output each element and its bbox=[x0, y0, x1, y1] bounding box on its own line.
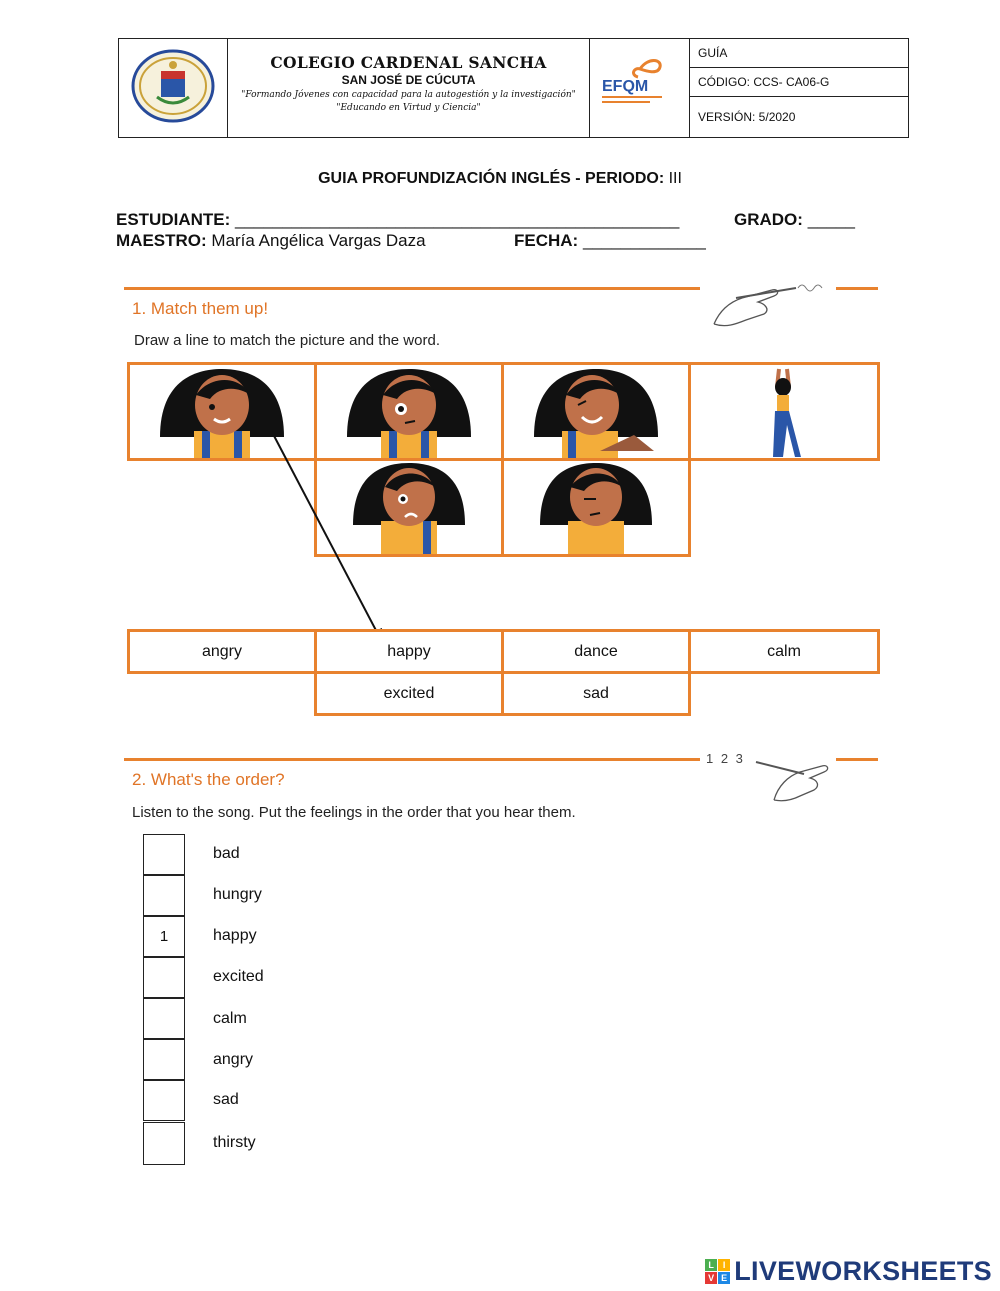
order-box-calm[interactable] bbox=[143, 998, 185, 1039]
badge-letter: E bbox=[718, 1272, 730, 1284]
grade-field[interactable]: _____ bbox=[807, 210, 855, 229]
section2-title: 2. What's the order? bbox=[132, 770, 285, 789]
order-box-thirsty[interactable] bbox=[143, 1122, 185, 1165]
school-logo-cell bbox=[119, 39, 228, 137]
student-field[interactable]: _______________________________________________ bbox=[235, 210, 680, 229]
word-dance[interactable]: dance bbox=[501, 629, 691, 674]
teacher-line bbox=[116, 231, 426, 251]
order-box-happy[interactable]: 1 bbox=[143, 916, 185, 957]
order-word-thirsty: thirsty bbox=[213, 1134, 256, 1151]
efqm-text: EFQM bbox=[602, 78, 649, 95]
grade-label: GRADO: bbox=[734, 210, 803, 229]
section1-title: 1. Match them up! bbox=[132, 299, 269, 318]
order-word-calm: calm bbox=[213, 1010, 247, 1027]
picture-calm-girl[interactable] bbox=[501, 458, 691, 557]
order-word-excited: excited bbox=[213, 968, 264, 985]
word-calm[interactable]: calm bbox=[688, 629, 880, 674]
school-city: SAN JOSÉ DE CÚCUTA bbox=[341, 73, 476, 87]
efqm-logo-icon bbox=[590, 39, 686, 136]
date-field[interactable]: _____________ bbox=[582, 231, 706, 250]
guide-title bbox=[0, 170, 1000, 188]
order-word-angry: angry bbox=[213, 1051, 254, 1068]
order-box-bad[interactable] bbox=[143, 834, 185, 875]
school-name: COLEGIO CARDENAL SANCHA bbox=[270, 53, 547, 72]
school-motto: "Formando Jóvenes con capacidad para la autogestión y la investigación" bbox=[241, 90, 576, 100]
order-box-angry[interactable] bbox=[143, 1039, 185, 1080]
word-angry[interactable]: angry bbox=[127, 629, 317, 674]
school-motto-secondary: "Educando en Virtud y Ciencia" bbox=[336, 103, 481, 113]
match-arrow-line bbox=[260, 420, 400, 650]
date-line bbox=[514, 231, 706, 251]
excited-girl-icon bbox=[504, 365, 688, 458]
writing-hand-icon-2 bbox=[744, 740, 834, 802]
brand-name: LIVEWORKSHEETS bbox=[734, 1256, 992, 1286]
meta-code: CÓDIGO: CCS- CA06-G bbox=[690, 68, 908, 97]
order-box-excited[interactable] bbox=[143, 957, 185, 998]
school-title-cell bbox=[228, 39, 590, 137]
meta-version: VERSIÓN: 5/2020 bbox=[698, 110, 796, 124]
section2-divider bbox=[124, 758, 700, 761]
section2-divider-right bbox=[836, 758, 878, 761]
section1-divider-right bbox=[836, 287, 878, 290]
guide-period: III bbox=[664, 170, 682, 187]
order-word-bad: bad bbox=[213, 845, 240, 862]
liveworksheets-brand bbox=[705, 1256, 992, 1287]
badge-letter: I bbox=[718, 1259, 730, 1271]
date-label: FECHA: bbox=[514, 231, 579, 250]
order-word-hungry: hungry bbox=[213, 886, 262, 903]
section2-instruction: Listen to the song. Put the feelings in the order that you hear them. bbox=[132, 804, 576, 821]
meta-guide: GUÍA bbox=[690, 39, 908, 68]
liveworksheets-logo-icon bbox=[705, 1259, 730, 1284]
guide-title-text: GUIA PROFUNDIZACIÓN INGLÉS - PERIODO: bbox=[318, 170, 665, 187]
word-happy[interactable]: happy bbox=[314, 629, 504, 674]
grade-line bbox=[734, 210, 855, 230]
dancing-girl-icon bbox=[691, 365, 877, 458]
picture-dancing-girl[interactable] bbox=[688, 362, 880, 461]
document-header bbox=[118, 38, 909, 138]
student-line bbox=[116, 210, 679, 230]
document-meta-cell bbox=[690, 39, 908, 137]
word-sad[interactable]: sad bbox=[501, 671, 691, 716]
badge-letter: L bbox=[705, 1259, 717, 1271]
calm-girl-icon bbox=[504, 461, 688, 554]
badge-letter: V bbox=[705, 1272, 717, 1284]
section2-numbers: 1 2 3 bbox=[706, 751, 745, 766]
teacher-name: María Angélica Vargas Daza bbox=[211, 231, 426, 250]
section1-instruction: Draw a line to match the picture and the word. bbox=[134, 332, 440, 349]
word-excited[interactable]: excited bbox=[314, 671, 504, 716]
efqm-logo-cell bbox=[590, 39, 690, 137]
order-word-sad: sad bbox=[213, 1091, 239, 1108]
picture-excited-girl[interactable] bbox=[501, 362, 691, 461]
order-word-happy: happy bbox=[213, 927, 257, 944]
school-seal-icon bbox=[119, 39, 225, 136]
student-label: ESTUDIANTE: bbox=[116, 210, 231, 229]
teacher-label: MAESTRO: bbox=[116, 231, 207, 250]
writing-hand-icon bbox=[706, 268, 834, 330]
order-box-sad[interactable] bbox=[143, 1080, 185, 1121]
order-box-hungry[interactable] bbox=[143, 875, 185, 916]
section1-divider bbox=[124, 287, 700, 290]
